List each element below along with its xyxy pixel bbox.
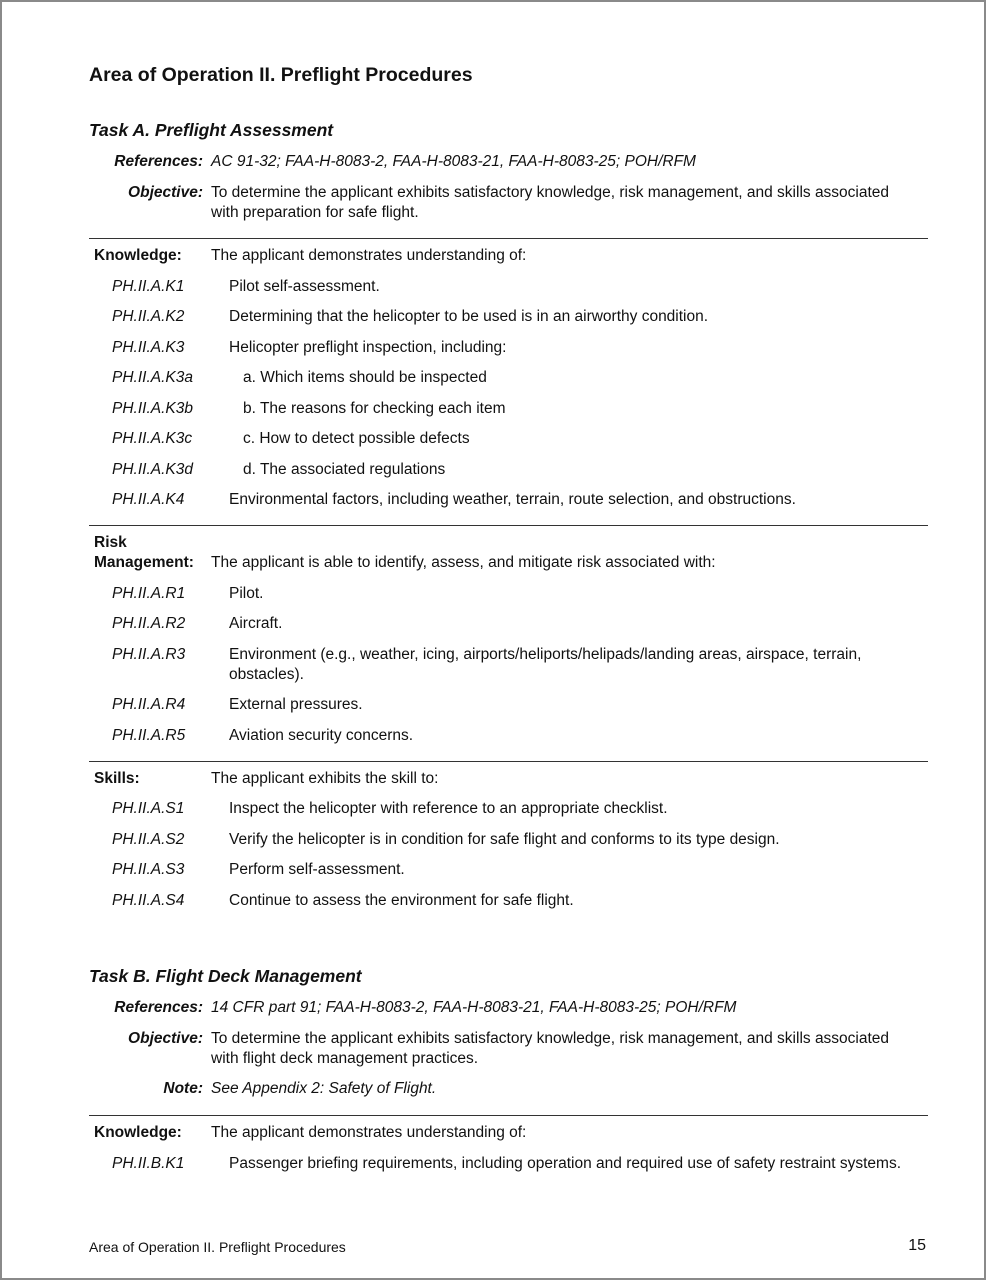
item-code: PH.II.A.S3 (112, 861, 185, 878)
footer-section-title: Area of Operation II. Preflight Procedures (89, 1239, 346, 1255)
area-title: Area of Operation II. Preflight Procedures (89, 64, 473, 86)
item-code: PH.II.A.K3c (112, 430, 193, 447)
section-divider (89, 761, 928, 762)
item-text: Pilot self-assessment. (229, 278, 380, 295)
item-text: Determining that the helicopter to be used is in an airworthy condition. (229, 308, 709, 325)
item-text: External pressures. (229, 696, 363, 713)
item-text: Aviation security concerns. (229, 727, 414, 744)
page-number: 15 (908, 1237, 926, 1254)
item-code: PH.II.A.S1 (112, 800, 185, 817)
item-code: PH.II.B.K1 (112, 1155, 185, 1172)
references-text: AC 91-32; FAA-H-8083-2, FAA-H-8083-21, FAA-H-8083-25; POH/RFM (211, 153, 696, 170)
objective-text: To determine the applicant exhibits satisfactory knowledge, risk management, and skills associated with preparation for safe flight. (211, 184, 890, 221)
item-code: PH.II.A.K2 (112, 308, 185, 325)
item-code: PH.II.A.K1 (112, 278, 185, 295)
item-text: Inspect the helicopter with reference to an appropriate checklist. (229, 800, 668, 817)
item-text: Perform self-assessment. (229, 861, 405, 878)
item-code: PH.II.A.R1 (112, 585, 186, 602)
item-code: PH.II.A.K3b (112, 400, 193, 417)
item-text: Continue to assess the environment for safe flight. (229, 892, 574, 909)
section-divider (89, 1115, 928, 1116)
section-divider (89, 238, 928, 239)
knowledge-label: Knowledge: (94, 1124, 182, 1141)
risk-intro: The applicant is able to identify, assess, and mitigate risk associated with: (211, 554, 716, 571)
task-a-title: Task A. Preflight Assessment (89, 120, 334, 140)
item-code: PH.II.A.R3 (112, 646, 186, 663)
references-text: 14 CFR part 91; FAA-H-8083-2, FAA-H-8083-21, FAA-H-8083-25; POH/RFM (211, 999, 737, 1016)
item-text: b. The reasons for checking each item (243, 400, 506, 417)
item-code: PH.II.A.R2 (112, 615, 186, 632)
skills-label: Skills: (94, 770, 140, 787)
item-text: d. The associated regulations (243, 461, 446, 478)
item-code: PH.II.A.K3d (112, 461, 193, 478)
objective-text: To determine the applicant exhibits satisfactory knowledge, risk management, and skills associated with flight deck management practices. (211, 1030, 890, 1067)
objective-label: Objective: (128, 1030, 203, 1047)
item-code: PH.II.A.K4 (112, 491, 185, 508)
item-text: a. Which items should be inspected (243, 369, 487, 386)
knowledge-intro: The applicant demonstrates understanding of: (211, 1124, 527, 1141)
item-code: PH.II.A.S4 (112, 892, 185, 909)
item-text: Verify the helicopter is in condition for safe flight and conforms to its type design. (229, 831, 780, 848)
task-b-title: Task B. Flight Deck Management (89, 966, 362, 986)
item-text: Helicopter preflight inspection, including: (229, 339, 507, 356)
item-code: PH.II.A.R4 (112, 696, 186, 713)
item-text: Environmental factors, including weather, terrain, route selection, and obstructions. (229, 491, 796, 508)
item-code: PH.II.A.R5 (112, 727, 186, 744)
note-text: See Appendix 2: Safety of Flight. (211, 1080, 437, 1097)
knowledge-intro: The applicant demonstrates understanding of: (211, 247, 527, 264)
risk-label-line1: Risk (94, 534, 127, 551)
item-code: PH.II.A.S2 (112, 831, 185, 848)
item-code: PH.II.A.K3 (112, 339, 185, 356)
item-text: c. How to detect possible defects (243, 430, 470, 447)
item-code: PH.II.A.K3a (112, 369, 193, 386)
risk-label-line2: Management: (94, 554, 194, 571)
references-label: References: (114, 153, 203, 170)
item-text: Environment (e.g., weather, icing, airports/heliports/helipads/landing areas, airspace, terrain, obstacles). (229, 646, 862, 683)
note-label: Note: (163, 1080, 203, 1097)
knowledge-label: Knowledge: (94, 247, 182, 264)
references-label: References: (114, 999, 203, 1016)
item-text: Passenger briefing requirements, including operation and required use of safety restraint systems. (229, 1155, 902, 1172)
objective-label: Objective: (128, 184, 203, 201)
item-text: Aircraft. (229, 615, 283, 632)
section-divider (89, 525, 928, 526)
item-text: Pilot. (229, 585, 264, 602)
skills-intro: The applicant exhibits the skill to: (211, 770, 439, 787)
